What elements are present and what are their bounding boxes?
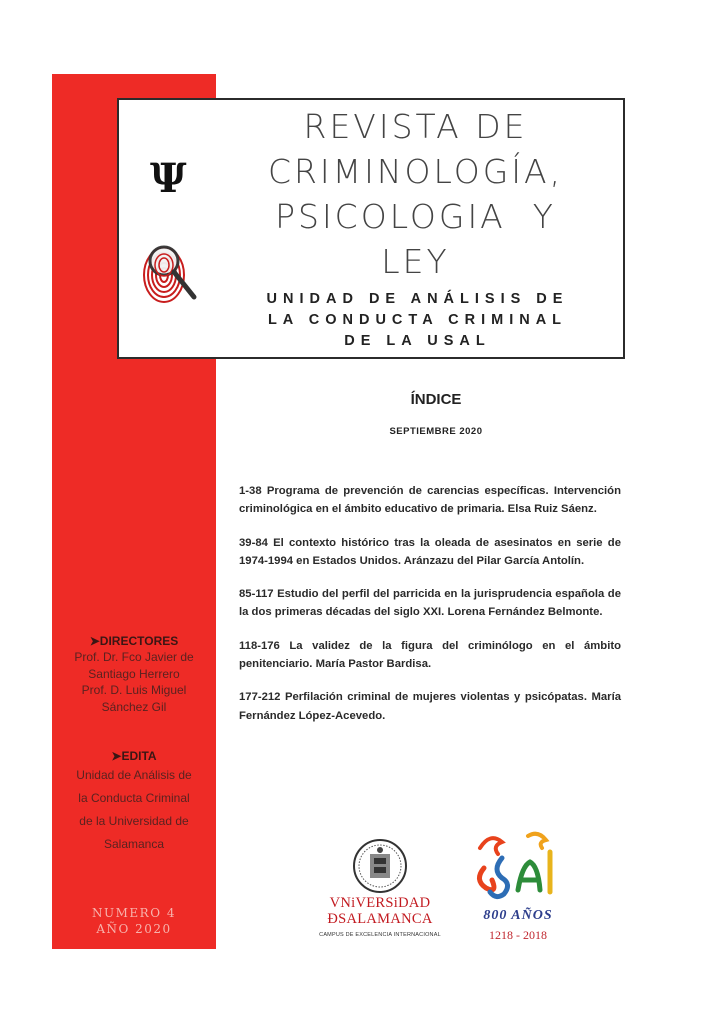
edita-line: Salamanca	[103, 837, 165, 851]
directors-line: Santiago Herrero	[88, 666, 180, 681]
usal-anniversary-emblem-icon	[468, 828, 568, 908]
directors-block	[58, 633, 210, 715]
edita-line: de la Universidad de	[79, 814, 189, 828]
editor-block	[58, 748, 210, 856]
anniversary-dates: 1218 - 2018	[489, 928, 547, 942]
title-line: PSICOLOGIA Y	[275, 197, 556, 236]
subtitle-line: DE LA USAL	[344, 333, 491, 349]
title-line: REVISTA DE	[303, 107, 528, 146]
index-entry: 177-212 Perfilación criminal de mujeres violentas y psicópatas. María Fernández López-Acevedo.	[239, 691, 621, 722]
anniversary-years: 800 AÑOS	[483, 908, 553, 923]
edita-line: la Conducta Criminal	[78, 791, 190, 805]
university-seal-icon	[352, 838, 408, 894]
title-line: CRIMINOLOGÍA,	[267, 152, 564, 191]
edita-line: Unidad de Análisis de	[76, 768, 192, 782]
index-heading: ÍNDICE	[410, 391, 462, 408]
issue-number: NUMERO 4	[92, 906, 176, 920]
issue-info	[58, 905, 210, 937]
index-entry: 85-117 Estudio del perfil del parricida en la jurisprudencia española de la dos primeras décadas del siglo XXI. Lorena Fernández Belmonte.	[239, 588, 621, 619]
usal-name-line1: VNiVERSiDAD	[329, 895, 431, 911]
edita-heading: ➤EDITA	[111, 749, 157, 763]
journal-subtitle	[220, 289, 615, 352]
index-entry: 118-176 La validez de la figura del criminólogo en el ámbito penitenciario. María Pastor Bardisa.	[239, 639, 621, 671]
directors-heading: ➤DIRECTORES	[89, 634, 179, 648]
psi-icon: Ψ	[150, 155, 187, 202]
index-date: SEPTIEMBRE 2020	[389, 426, 483, 437]
index-entry: 1-38 Programa de prevención de carencias específicas. Intervención criminológica en el ámbito educativo de primaria. Elsa Ruiz Sáenz.	[239, 485, 621, 516]
usal-campus-line: CAMPUS DE EXCELENCIA INTERNACIONAL	[319, 932, 441, 938]
title-line: LEY	[381, 242, 450, 281]
directors-line: Sánchez Gil	[101, 699, 167, 714]
journal-title	[218, 104, 613, 284]
index-entry: 39-84 El contexto histórico tras la oleada de asesinatos en serie de 1974-1994 en Estados Unidos. Aránzazu del Pilar García Antolín.	[239, 536, 621, 567]
subtitle-line: UNIDAD DE ANÁLISIS DE	[266, 291, 569, 307]
university-salamanca-logo	[312, 838, 448, 948]
issue-year: AÑO 2020	[96, 922, 172, 936]
usal-name-line2: ÐSALAMANCA	[327, 911, 433, 927]
directors-line: Prof. D. Luis Miguel	[81, 683, 187, 697]
subtitle-line: LA CONDUCTA CRIMINAL	[267, 312, 568, 328]
usal-800-anniversary-logo	[468, 828, 568, 948]
directors-line: Prof. Dr. Fco Javier de	[74, 650, 194, 664]
index-entries	[239, 482, 621, 740]
fingerprint-magnifier-icon	[140, 237, 200, 307]
